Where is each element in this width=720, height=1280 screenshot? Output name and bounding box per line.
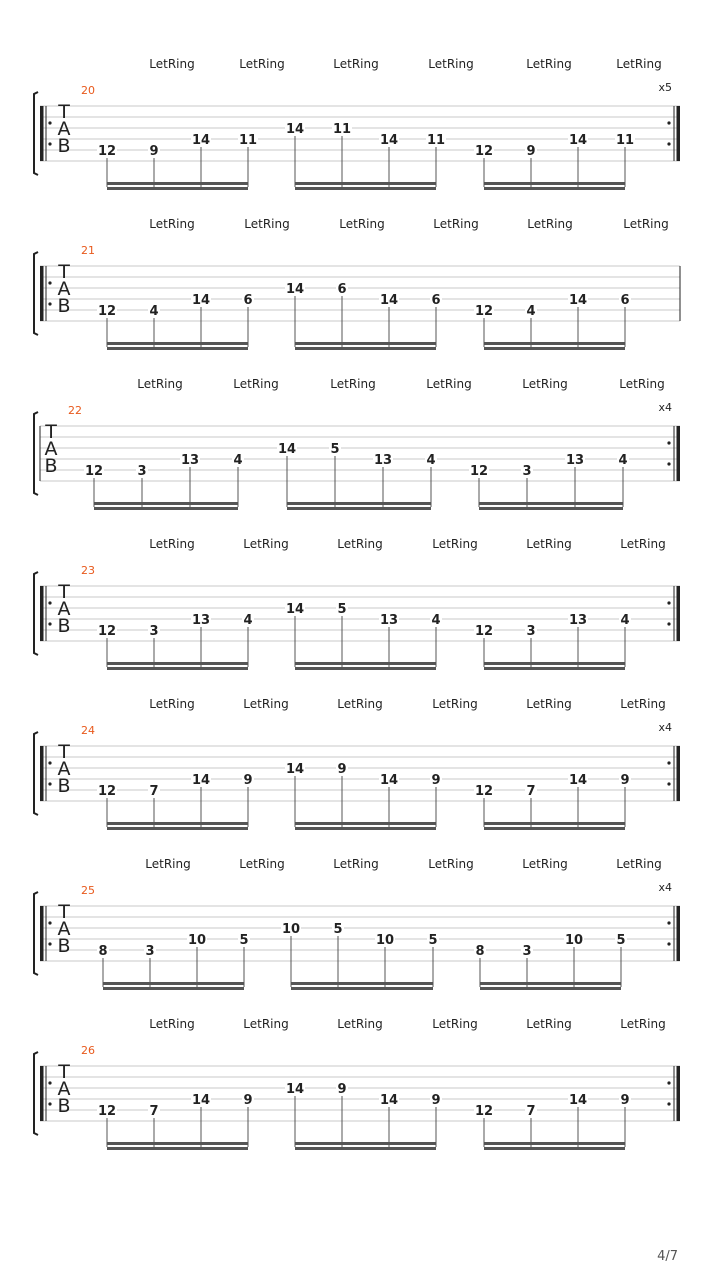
beam-secondary	[107, 347, 248, 350]
repeat-dot	[48, 942, 51, 945]
fret-number: 14	[277, 442, 297, 457]
repeat-count: x4	[658, 721, 672, 734]
let-ring-label: LetRing	[149, 697, 195, 711]
tab-system	[34, 1017, 680, 1150]
fret-number: 8	[98, 944, 108, 959]
fret-number: 5	[616, 933, 626, 948]
fret-number: 14	[285, 282, 305, 297]
measure-number: 26	[81, 1044, 95, 1057]
fret-number: 4	[431, 613, 441, 628]
fret-number: 13	[568, 613, 588, 628]
tab-system	[34, 217, 680, 350]
beam-secondary	[295, 187, 436, 190]
let-ring-label: LetRing	[137, 377, 183, 391]
beam-primary	[107, 342, 248, 345]
fret-number: 4	[233, 453, 243, 468]
fret-number: 12	[97, 784, 117, 799]
fret-number: 12	[84, 464, 104, 479]
repeat-dot	[48, 302, 51, 305]
fret-number: 12	[474, 784, 494, 799]
let-ring-label: LetRing	[333, 857, 379, 871]
repeat-dot	[667, 921, 670, 924]
fret-number: 14	[191, 133, 211, 148]
fret-number: 9	[431, 773, 441, 788]
tab-clef-letter: A	[57, 1078, 71, 1100]
fret-number: 5	[428, 933, 438, 948]
fret-number: 14	[568, 133, 588, 148]
tab-clef-letter: T	[45, 421, 57, 443]
fret-number: 4	[243, 613, 253, 628]
fret-number: 8	[475, 944, 485, 959]
let-ring-label: LetRing	[426, 377, 472, 391]
fret-number: 7	[526, 1104, 536, 1119]
fret-number: 12	[474, 304, 494, 319]
fret-number: 4	[620, 613, 630, 628]
let-ring-label: LetRing	[522, 377, 568, 391]
beam-primary	[484, 342, 625, 345]
fret-number: 14	[379, 1093, 399, 1108]
let-ring-label: LetRing	[620, 537, 666, 551]
repeat-end-thick-bar	[677, 746, 681, 801]
fret-number: 11	[615, 133, 635, 148]
beam-primary	[484, 822, 625, 825]
repeat-dot	[667, 942, 670, 945]
system-bracket	[34, 1052, 38, 1135]
beam-secondary	[107, 187, 248, 190]
let-ring-label: LetRing	[244, 217, 290, 231]
measure-number: 22	[68, 404, 82, 417]
let-ring-label: LetRing	[149, 57, 195, 71]
tab-clef-letter: B	[57, 935, 71, 957]
system-bracket	[34, 92, 38, 175]
beam-primary	[291, 982, 433, 985]
beam-primary	[107, 182, 248, 185]
fret-number: 4	[526, 304, 536, 319]
tab-clef-letter: A	[57, 598, 71, 620]
beam-primary	[295, 342, 436, 345]
fret-number: 12	[474, 144, 494, 159]
tab-system	[34, 377, 680, 510]
tab-clef-letter: A	[57, 118, 71, 140]
repeat-start-thick-bar	[40, 746, 44, 801]
repeat-count: x4	[658, 881, 672, 894]
beam-secondary	[295, 1147, 436, 1150]
let-ring-label: LetRing	[428, 857, 474, 871]
repeat-end-thick-bar	[677, 1066, 681, 1121]
beam-secondary	[107, 827, 248, 830]
measure-number: 25	[81, 884, 95, 897]
let-ring-label: LetRing	[526, 697, 572, 711]
beam-primary	[480, 982, 621, 985]
repeat-dot	[48, 281, 51, 284]
fret-number: 10	[281, 922, 301, 937]
beam-secondary	[295, 827, 436, 830]
fret-number: 13	[379, 613, 399, 628]
let-ring-label: LetRing	[619, 377, 665, 391]
let-ring-label: LetRing	[233, 377, 279, 391]
beam-primary	[287, 502, 431, 505]
beam-secondary	[484, 1147, 625, 1150]
let-ring-label: LetRing	[243, 537, 289, 551]
fret-number: 6	[431, 293, 441, 308]
let-ring-label: LetRing	[145, 857, 191, 871]
tab-system	[34, 57, 680, 190]
fret-number: 9	[149, 144, 159, 159]
beam-primary	[484, 662, 625, 665]
fret-number: 14	[191, 293, 211, 308]
repeat-end-thick-bar	[677, 586, 681, 641]
let-ring-label: LetRing	[243, 697, 289, 711]
beam-primary	[107, 662, 248, 665]
tab-clef-letter: B	[44, 455, 58, 477]
fret-number: 9	[431, 1093, 441, 1108]
let-ring-label: LetRing	[527, 217, 573, 231]
repeat-dot	[48, 782, 51, 785]
repeat-dot	[48, 1081, 51, 1084]
beam-secondary	[287, 507, 431, 510]
measure-number: 21	[81, 244, 95, 257]
repeat-dot	[667, 462, 670, 465]
fret-number: 13	[373, 453, 393, 468]
repeat-dot	[48, 921, 51, 924]
tab-clef-letter: B	[57, 1095, 71, 1117]
beam-secondary	[295, 347, 436, 350]
tab-clef-letter: B	[57, 615, 71, 637]
fret-number: 12	[469, 464, 489, 479]
repeat-start-thick-bar	[40, 1066, 44, 1121]
beam-primary	[484, 1142, 625, 1145]
let-ring-label: LetRing	[428, 57, 474, 71]
beam-secondary	[484, 187, 625, 190]
fret-number: 14	[285, 762, 305, 777]
fret-number: 5	[239, 933, 249, 948]
measure-number: 20	[81, 84, 95, 97]
let-ring-label: LetRing	[149, 537, 195, 551]
tab-clef-letter: A	[57, 278, 71, 300]
system-bracket	[34, 572, 38, 655]
system-bracket	[34, 412, 38, 495]
tab-clef-letter: T	[58, 901, 70, 923]
tab-clef-letter: A	[57, 918, 71, 940]
let-ring-label: LetRing	[239, 57, 285, 71]
fret-number: 14	[285, 1082, 305, 1097]
fret-number: 12	[97, 624, 117, 639]
fret-number: 11	[332, 122, 352, 137]
fret-number: 14	[568, 1093, 588, 1108]
fret-number: 13	[565, 453, 585, 468]
fret-number: 9	[620, 773, 630, 788]
repeat-dot	[48, 121, 51, 124]
repeat-start-thick-bar	[40, 266, 44, 321]
fret-number: 4	[149, 304, 159, 319]
repeat-dot	[48, 622, 51, 625]
fret-number: 6	[337, 282, 347, 297]
fret-number: 5	[330, 442, 340, 457]
beam-secondary	[103, 987, 244, 990]
fret-number: 7	[526, 784, 536, 799]
fret-number: 14	[285, 602, 305, 617]
beam-secondary	[291, 987, 433, 990]
beam-secondary	[484, 667, 625, 670]
repeat-dot	[667, 622, 670, 625]
let-ring-label: LetRing	[432, 537, 478, 551]
repeat-dot	[667, 441, 670, 444]
let-ring-label: LetRing	[337, 1017, 383, 1031]
repeat-dot	[667, 1081, 670, 1084]
tab-clef-letter: T	[58, 741, 70, 763]
tab-clef-letter: A	[44, 438, 58, 460]
beam-secondary	[295, 667, 436, 670]
tab-clef-letter: T	[58, 1061, 70, 1083]
tab-clef-letter: B	[57, 775, 71, 797]
repeat-dot	[667, 1102, 670, 1105]
let-ring-label: LetRing	[333, 57, 379, 71]
let-ring-label: LetRing	[432, 697, 478, 711]
repeat-dot	[667, 761, 670, 764]
tab-clef-letter: B	[57, 295, 71, 317]
beam-primary	[107, 822, 248, 825]
beam-secondary	[107, 1147, 248, 1150]
let-ring-label: LetRing	[526, 57, 572, 71]
let-ring-label: LetRing	[620, 697, 666, 711]
fret-number: 14	[379, 773, 399, 788]
beam-secondary	[107, 667, 248, 670]
fret-number: 9	[337, 762, 347, 777]
repeat-dot	[667, 121, 670, 124]
let-ring-label: LetRing	[616, 57, 662, 71]
let-ring-label: LetRing	[620, 1017, 666, 1031]
fret-number: 14	[191, 773, 211, 788]
repeat-dot	[48, 601, 51, 604]
repeat-count: x5	[658, 81, 672, 94]
let-ring-label: LetRing	[522, 857, 568, 871]
repeat-start-thick-bar	[40, 586, 44, 641]
fret-number: 5	[333, 922, 343, 937]
let-ring-label: LetRing	[330, 377, 376, 391]
let-ring-label: LetRing	[623, 217, 669, 231]
beam-primary	[107, 1142, 248, 1145]
beam-primary	[295, 182, 436, 185]
beam-secondary	[479, 507, 623, 510]
let-ring-label: LetRing	[149, 1017, 195, 1031]
fret-number: 14	[568, 773, 588, 788]
fret-number: 13	[191, 613, 211, 628]
fret-number: 9	[243, 773, 253, 788]
fret-number: 9	[620, 1093, 630, 1108]
tab-clef-letter: B	[57, 135, 71, 157]
fret-number: 3	[137, 464, 147, 479]
fret-number: 3	[145, 944, 155, 959]
let-ring-label: LetRing	[526, 1017, 572, 1031]
let-ring-label: LetRing	[432, 1017, 478, 1031]
fret-number: 9	[243, 1093, 253, 1108]
let-ring-label: LetRing	[337, 537, 383, 551]
beam-secondary	[484, 347, 625, 350]
fret-number: 11	[238, 133, 258, 148]
tab-clef-letter: T	[58, 261, 70, 283]
tab-system	[34, 857, 680, 990]
fret-number: 7	[149, 784, 159, 799]
tab-clef-letter: A	[57, 758, 71, 780]
fret-number: 9	[337, 1082, 347, 1097]
repeat-dot	[48, 142, 51, 145]
let-ring-label: LetRing	[243, 1017, 289, 1031]
tab-clef-letter: T	[58, 581, 70, 603]
fret-number: 14	[568, 293, 588, 308]
tab-system	[34, 697, 680, 830]
repeat-dot	[667, 601, 670, 604]
repeat-start-thick-bar	[40, 106, 44, 161]
fret-number: 6	[620, 293, 630, 308]
let-ring-label: LetRing	[149, 217, 195, 231]
fret-number: 4	[618, 453, 628, 468]
let-ring-label: LetRing	[616, 857, 662, 871]
beam-primary	[103, 982, 244, 985]
measure-number: 23	[81, 564, 95, 577]
fret-number: 13	[180, 453, 200, 468]
let-ring-label: LetRing	[433, 217, 479, 231]
page-number: 4/7	[657, 1249, 678, 1264]
beam-primary	[479, 502, 623, 505]
beam-primary	[295, 822, 436, 825]
let-ring-label: LetRing	[339, 217, 385, 231]
tab-clef-letter: T	[58, 101, 70, 123]
fret-number: 6	[243, 293, 253, 308]
repeat-end-thick-bar	[677, 906, 681, 961]
fret-number: 14	[285, 122, 305, 137]
let-ring-label: LetRing	[337, 697, 383, 711]
fret-number: 10	[564, 933, 584, 948]
system-bracket	[34, 892, 38, 975]
measure-number: 24	[81, 724, 95, 737]
let-ring-label: LetRing	[239, 857, 285, 871]
fret-number: 12	[97, 144, 117, 159]
fret-number: 7	[149, 1104, 159, 1119]
repeat-end-thick-bar	[677, 426, 681, 481]
beam-secondary	[480, 987, 621, 990]
repeat-end-thick-bar	[677, 106, 681, 161]
fret-number: 4	[426, 453, 436, 468]
fret-number: 12	[474, 624, 494, 639]
let-ring-label: LetRing	[526, 537, 572, 551]
repeat-dot	[667, 782, 670, 785]
beam-primary	[295, 662, 436, 665]
repeat-dot	[667, 142, 670, 145]
beam-secondary	[94, 507, 238, 510]
beam-primary	[94, 502, 238, 505]
fret-number: 14	[379, 293, 399, 308]
fret-number: 3	[522, 464, 532, 479]
fret-number: 12	[474, 1104, 494, 1119]
fret-number: 14	[379, 133, 399, 148]
fret-number: 3	[149, 624, 159, 639]
fret-number: 9	[526, 144, 536, 159]
fret-number: 5	[337, 602, 347, 617]
system-bracket	[34, 732, 38, 815]
fret-number: 14	[191, 1093, 211, 1108]
beam-primary	[295, 1142, 436, 1145]
repeat-dot	[48, 1102, 51, 1105]
fret-number: 3	[522, 944, 532, 959]
repeat-dot	[48, 761, 51, 764]
fret-number: 10	[375, 933, 395, 948]
repeat-start-thick-bar	[40, 906, 44, 961]
fret-number: 12	[97, 1104, 117, 1119]
tab-system	[34, 537, 680, 670]
fret-number: 12	[97, 304, 117, 319]
fret-number: 3	[526, 624, 536, 639]
system-bracket	[34, 252, 38, 335]
fret-number: 11	[426, 133, 446, 148]
beam-secondary	[484, 827, 625, 830]
fret-number: 10	[187, 933, 207, 948]
repeat-count: x4	[658, 401, 672, 414]
beam-primary	[484, 182, 625, 185]
